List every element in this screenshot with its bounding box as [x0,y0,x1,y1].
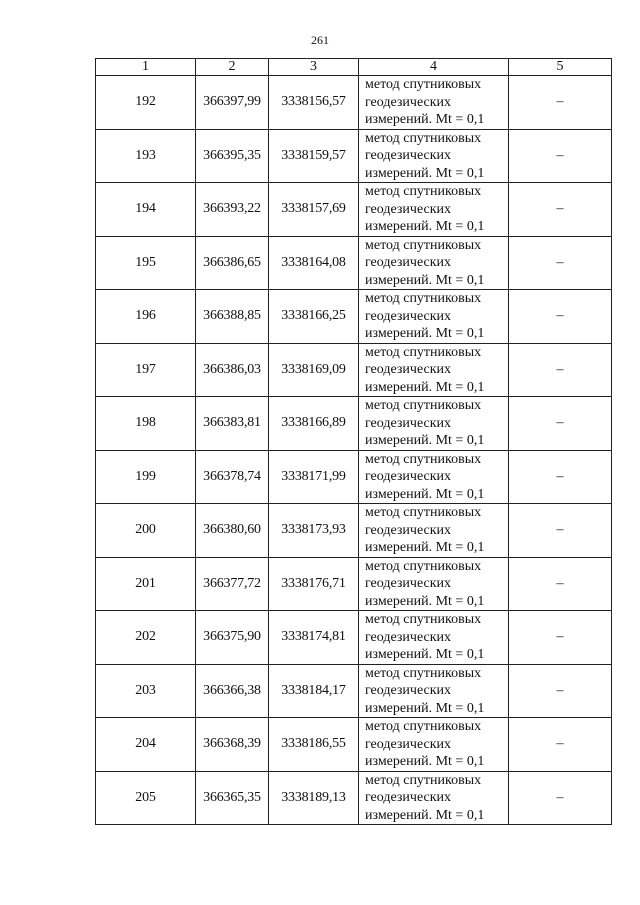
y-coordinate-cell: 3338184,17 [269,664,359,718]
method-line-2: геодезических [365,790,452,805]
table-row [96,450,612,504]
y-coordinate-cell: 3338159,57 [269,129,359,183]
column-header-4: 4 [359,59,509,76]
note-cell: – [509,771,612,825]
method-line-2: геодезических [365,255,452,270]
method-cell [359,450,509,504]
note-cell: – [509,664,612,718]
method-line-3: измерений. Mt = 0,1 [365,807,485,823]
method-cell [359,236,509,290]
y-coordinate-cell: 3338169,09 [269,343,359,397]
method-cell [359,183,509,237]
method-line-1: метод спутниковых [365,719,482,734]
method-cell [359,76,509,130]
point-number-cell: 205 [96,771,196,825]
method-line-3: измерений. Mt = 0,1 [365,165,485,181]
point-number-cell: 202 [96,611,196,665]
table-row [96,504,612,558]
x-coordinate-cell: 366397,99 [196,76,269,130]
x-coordinate-cell: 366383,81 [196,397,269,451]
method-line-2: геодезических [365,522,452,538]
x-coordinate-cell: 366388,85 [196,290,269,344]
table-row [96,771,612,825]
table-row [96,397,612,451]
method-line-2: геодезических [365,629,452,645]
point-number-cell: 199 [96,450,196,504]
x-coordinate-cell: 366395,35 [196,129,269,183]
method-cell [359,343,509,397]
point-number-cell: 198 [96,397,196,451]
y-coordinate-cell: 3338189,13 [269,771,359,825]
table-row [96,183,612,237]
y-coordinate-cell: 3338166,25 [269,290,359,344]
note-cell: – [509,76,612,130]
y-coordinate-cell: 3338174,81 [269,611,359,665]
method-line-2: геодезических [365,415,452,431]
point-number-cell: 192 [96,76,196,130]
method-line-3: измерений. Mt = 0,1 [365,433,485,448]
method-line-3: измерений. Mt = 0,1 [365,112,485,127]
table-row [96,611,612,665]
method-cell [359,290,509,344]
method-line-1: метод спутниковых [365,665,482,681]
x-coordinate-cell: 366378,74 [196,450,269,504]
y-coordinate-cell: 3338171,99 [269,450,359,504]
point-number-cell: 196 [96,290,196,344]
method-line-3: измерений. Mt = 0,1 [365,219,485,234]
column-header-1: 1 [96,59,196,76]
method-cell [359,771,509,825]
method-line-3: измерений. Mt = 0,1 [365,700,485,716]
note-cell: – [509,718,612,772]
method-line-1: метод спутниковых [365,558,482,574]
coordinates-table [95,58,612,825]
method-cell [359,129,509,183]
method-cell [359,611,509,665]
method-cell [359,397,509,451]
method-line-2: геодезических [365,683,452,698]
y-coordinate-cell: 3338157,69 [269,183,359,237]
method-line-3: измерений. Mt = 0,1 [365,540,485,555]
method-line-1: метод спутниковых [365,772,482,788]
method-line-1: метод спутниковых [365,398,482,413]
note-cell: – [509,611,612,665]
method-line-3: измерений. Mt = 0,1 [365,647,485,662]
y-coordinate-cell: 3338176,71 [269,557,359,611]
method-line-3: измерений. Mt = 0,1 [365,326,485,341]
point-number-cell: 204 [96,718,196,772]
method-line-2: геодезических [365,201,452,217]
method-line-2: геодезических [365,148,452,163]
method-line-3: измерений. Mt = 0,1 [365,272,485,288]
point-number-cell: 201 [96,557,196,611]
note-cell: – [509,397,612,451]
column-header-3: 3 [269,59,359,76]
method-line-1: метод спутниковых [365,451,482,467]
point-number-cell: 195 [96,236,196,290]
x-coordinate-cell: 366375,90 [196,611,269,665]
page-number: 261 [311,33,329,47]
method-line-3: измерений. Mt = 0,1 [365,379,485,395]
table-row [96,236,612,290]
column-header-5: 5 [509,59,612,76]
method-line-1: метод спутниковых [365,237,482,253]
method-line-1: метод спутниковых [365,184,482,199]
table-header-row [96,59,612,76]
method-line-2: геодезических [365,576,452,591]
method-line-1: метод спутниковых [365,291,482,306]
method-cell [359,718,509,772]
table-body [96,76,612,825]
method-line-1: метод спутниковых [365,130,482,146]
table-row [96,76,612,130]
y-coordinate-cell: 3338156,57 [269,76,359,130]
table-row [96,129,612,183]
y-coordinate-cell: 3338186,55 [269,718,359,772]
x-coordinate-cell: 366366,38 [196,664,269,718]
y-coordinate-cell: 3338166,89 [269,397,359,451]
y-coordinate-cell: 3338173,93 [269,504,359,558]
note-cell: – [509,236,612,290]
method-cell [359,557,509,611]
method-line-2: геодезических [365,469,452,484]
y-coordinate-cell: 3338164,08 [269,236,359,290]
note-cell: – [509,343,612,397]
x-coordinate-cell: 366368,39 [196,718,269,772]
table-row [96,557,612,611]
point-number-cell: 203 [96,664,196,718]
method-line-3: измерений. Mt = 0,1 [365,754,485,769]
method-line-1: метод спутниковых [365,612,482,627]
x-coordinate-cell: 366380,60 [196,504,269,558]
table-row [96,290,612,344]
x-coordinate-cell: 366393,22 [196,183,269,237]
point-number-cell: 200 [96,504,196,558]
method-line-1: метод спутниковых [365,77,482,92]
table-row [96,343,612,397]
note-cell: – [509,557,612,611]
method-line-3: измерений. Mt = 0,1 [365,486,485,502]
point-number-cell: 193 [96,129,196,183]
method-line-1: метод спутниковых [365,344,482,360]
method-line-3: измерений. Mt = 0,1 [365,593,485,609]
note-cell: – [509,129,612,183]
method-line-2: геодезических [365,308,452,324]
method-line-1: метод спутниковых [365,505,482,520]
method-line-2: геодезических [365,362,452,377]
note-cell: – [509,290,612,344]
note-cell: – [509,504,612,558]
x-coordinate-cell: 366386,65 [196,236,269,290]
x-coordinate-cell: 366377,72 [196,557,269,611]
table-row [96,664,612,718]
method-cell [359,664,509,718]
point-number-cell: 194 [96,183,196,237]
method-cell [359,504,509,558]
x-coordinate-cell: 366365,35 [196,771,269,825]
method-line-2: геодезических [365,94,452,110]
table-row [96,718,612,772]
point-number-cell: 197 [96,343,196,397]
method-line-2: геодезических [365,736,452,752]
note-cell: – [509,183,612,237]
x-coordinate-cell: 366386,03 [196,343,269,397]
column-header-2: 2 [196,59,269,76]
note-cell: – [509,450,612,504]
